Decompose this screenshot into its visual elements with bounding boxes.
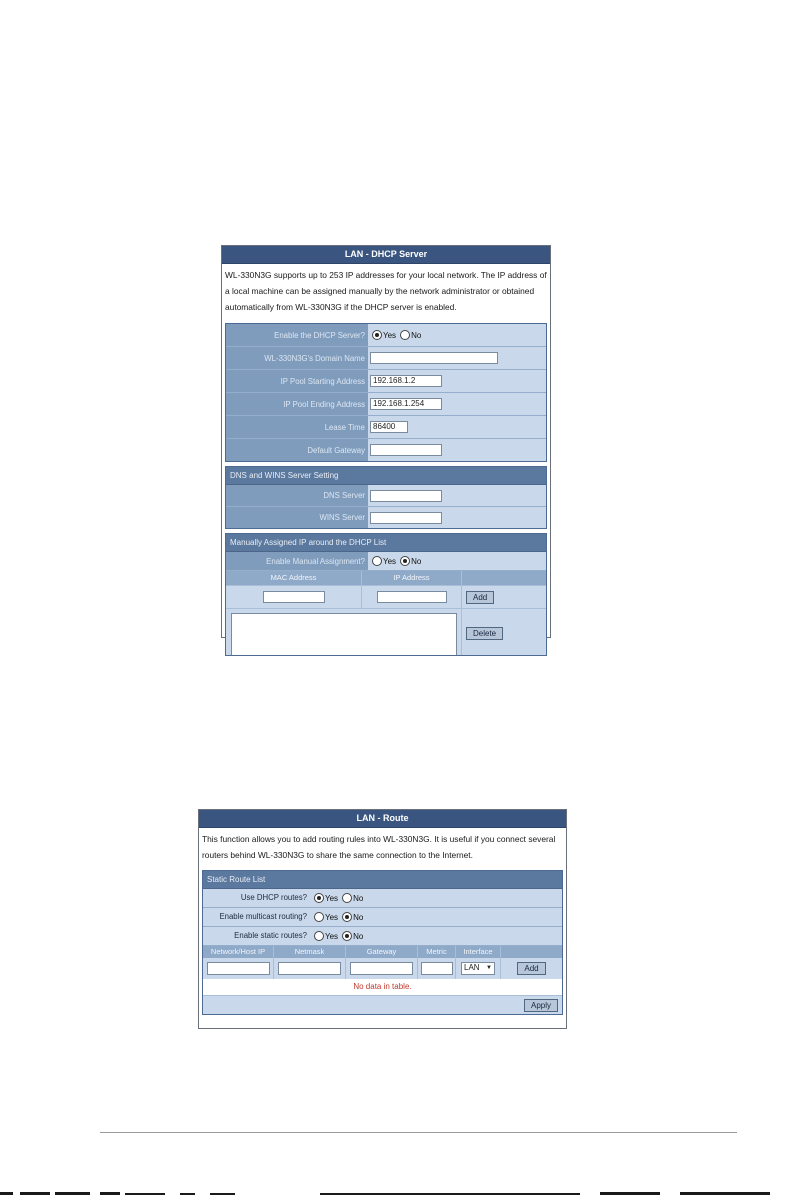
network-host-cell: [203, 958, 274, 979]
no-data-message: No data in table.: [203, 979, 562, 995]
static-routes-yes-text: Yes: [325, 931, 339, 941]
dns-server-cell: [368, 485, 546, 506]
manual-entry-row: [226, 585, 546, 608]
dhcp-routes-label: Use DHCP routes?: [203, 889, 310, 907]
dns-server-row: [226, 485, 546, 507]
multicast-yes-radio[interactable]: [314, 912, 324, 922]
delete-button[interactable]: Delete: [466, 627, 503, 640]
ip-address-input[interactable]: [377, 591, 447, 603]
enable-dhcp-no-text: No: [411, 330, 422, 340]
pool-end-input[interactable]: 192.168.1.254: [370, 398, 442, 410]
enable-dhcp-yes-text: Yes: [383, 330, 397, 340]
manual-assign-block: [225, 533, 547, 656]
pool-end-cell: [368, 393, 546, 415]
static-routes-yes-radio[interactable]: [314, 931, 324, 941]
domain-name-row: [226, 347, 546, 370]
add-button[interactable]: Add: [466, 591, 494, 604]
dns-wins-block: [225, 466, 547, 529]
wins-server-label: WINS Server: [319, 513, 365, 522]
enable-dhcp-no-radio[interactable]: [400, 330, 410, 340]
interface-select[interactable]: [461, 962, 495, 975]
route-add-cell: [501, 958, 562, 979]
lease-time-input[interactable]: 86400: [370, 421, 408, 433]
static-route-block: [202, 870, 563, 1015]
enable-dhcp-row: [226, 324, 546, 347]
pool-end-label: IP Pool Ending Address: [283, 399, 365, 409]
domain-name-label: WL-330N3G's Domain Name: [264, 353, 365, 363]
gateway-cell: [346, 958, 418, 979]
route-entry-row: [203, 958, 562, 979]
dns-server-label: DNS Server: [323, 491, 365, 500]
dhcp-routes-no-radio[interactable]: [342, 893, 352, 903]
mac-cell: [226, 586, 362, 608]
assigned-ip-list[interactable]: [231, 613, 457, 656]
dhcp-routes-options: [310, 889, 562, 907]
manual-assign-row: [226, 552, 546, 571]
pool-start-cell: [368, 370, 546, 392]
wins-server-row: [226, 507, 546, 528]
dhcp-description: WL-330N3G supports up to 253 IP addresses for your local network. The IP address of a local machine can be assigned manually by the network administrator or obtained automatically from WL-330N3G if the DHCP server is enabled.: [222, 264, 550, 319]
dhcp-server-panel: [221, 245, 551, 638]
metric-header: Metric: [418, 946, 456, 958]
interface-header: Interface: [456, 946, 501, 958]
dhcp-settings-block: [225, 323, 547, 462]
gateway-header: Gateway: [346, 946, 418, 958]
multicast-options: [310, 908, 562, 926]
multicast-no-text: No: [353, 912, 364, 922]
mac-address-input[interactable]: [263, 591, 325, 603]
metric-cell: [418, 958, 456, 979]
static-routes-no-radio[interactable]: [342, 931, 352, 941]
route-panel-title: LAN - Route: [199, 810, 566, 828]
dns-wins-section-title: DNS and WINS Server Setting: [226, 467, 546, 485]
interface-select-value: LAN: [464, 963, 480, 972]
default-gateway-cell: [368, 439, 546, 461]
manual-assign-no-text: No: [411, 556, 422, 566]
default-gateway-input[interactable]: [370, 444, 442, 456]
pool-end-row: [226, 393, 546, 416]
multicast-no-radio[interactable]: [342, 912, 352, 922]
manual-assign-section-title: Manually Assigned IP around the DHCP List: [226, 534, 546, 552]
enable-dhcp-options: [368, 324, 546, 346]
manual-assign-label: Enable Manual Assignment?: [266, 556, 365, 566]
metric-input[interactable]: [421, 962, 453, 975]
delete-cell: [462, 609, 546, 656]
lease-time-row: [226, 416, 546, 439]
dns-server-input[interactable]: [370, 490, 442, 502]
network-host-header: Network/Host IP: [203, 946, 274, 958]
chevron-down-icon: ▼: [486, 965, 492, 971]
apply-row: [203, 995, 562, 1014]
page-edge-marks: [0, 1191, 795, 1197]
netmask-input[interactable]: [278, 962, 341, 975]
mac-address-header: MAC Address: [226, 571, 362, 585]
interface-cell: [456, 958, 501, 979]
route-table-header: [203, 946, 562, 958]
route-add-button[interactable]: Add: [517, 962, 545, 975]
manual-assign-options: [368, 552, 546, 570]
manual-assign-yes-radio[interactable]: [372, 556, 382, 566]
wins-server-cell: [368, 507, 546, 528]
static-routes-no-text: No: [353, 931, 364, 941]
gateway-input[interactable]: [350, 962, 413, 975]
lease-time-label: Lease Time: [324, 422, 365, 432]
manual-table-header: [226, 571, 546, 585]
dhcp-routes-yes-text: Yes: [325, 893, 339, 903]
ip-address-header: IP Address: [362, 571, 462, 585]
default-gateway-label: Default Gateway: [307, 445, 365, 455]
lan-route-panel: [198, 809, 567, 1029]
add-cell: [462, 586, 546, 608]
default-gateway-row: [226, 439, 546, 461]
multicast-yes-text: Yes: [325, 912, 339, 922]
manual-assign-yes-text: Yes: [383, 556, 397, 566]
static-routes-label: Enable static routes?: [203, 927, 310, 945]
footer-divider: [100, 1132, 737, 1133]
domain-name-cell: [368, 347, 546, 369]
domain-name-input[interactable]: [370, 352, 498, 364]
dhcp-routes-no-text: No: [353, 893, 364, 903]
lease-time-cell: [368, 416, 546, 438]
route-description: This function allows you to add routing rules into WL-330N3G. It is useful if you connect several routers behind WL-330N3G to share the same connection to the Internet.: [199, 828, 566, 867]
netmask-cell: [274, 958, 346, 979]
manual-action-header: [462, 571, 546, 585]
manual-list-cell: [226, 609, 462, 656]
manual-list-row: [226, 608, 546, 656]
multicast-label: Enable multicast routing?: [203, 908, 310, 926]
route-action-header: [501, 946, 562, 958]
dhcp-panel-title: LAN - DHCP Server: [222, 246, 550, 264]
pool-start-label: IP Pool Starting Address: [280, 376, 365, 386]
pool-start-input[interactable]: 192.168.1.2: [370, 375, 442, 387]
netmask-header: Netmask: [274, 946, 346, 958]
static-route-section-title: Static Route List: [203, 871, 562, 889]
ip-cell: [362, 586, 462, 608]
manual-assign-no-radio[interactable]: [400, 556, 410, 566]
pool-start-row: [226, 370, 546, 393]
dhcp-routes-yes-radio[interactable]: [314, 893, 324, 903]
apply-button[interactable]: Apply: [524, 999, 558, 1012]
static-routes-row: [203, 927, 562, 946]
static-routes-options: [310, 927, 562, 945]
wins-server-input[interactable]: [370, 512, 442, 524]
enable-dhcp-yes-radio[interactable]: [372, 330, 382, 340]
network-host-input[interactable]: [207, 962, 270, 975]
dhcp-routes-row: [203, 889, 562, 908]
enable-dhcp-label: Enable the DHCP Server?: [274, 330, 365, 340]
multicast-row: [203, 908, 562, 927]
